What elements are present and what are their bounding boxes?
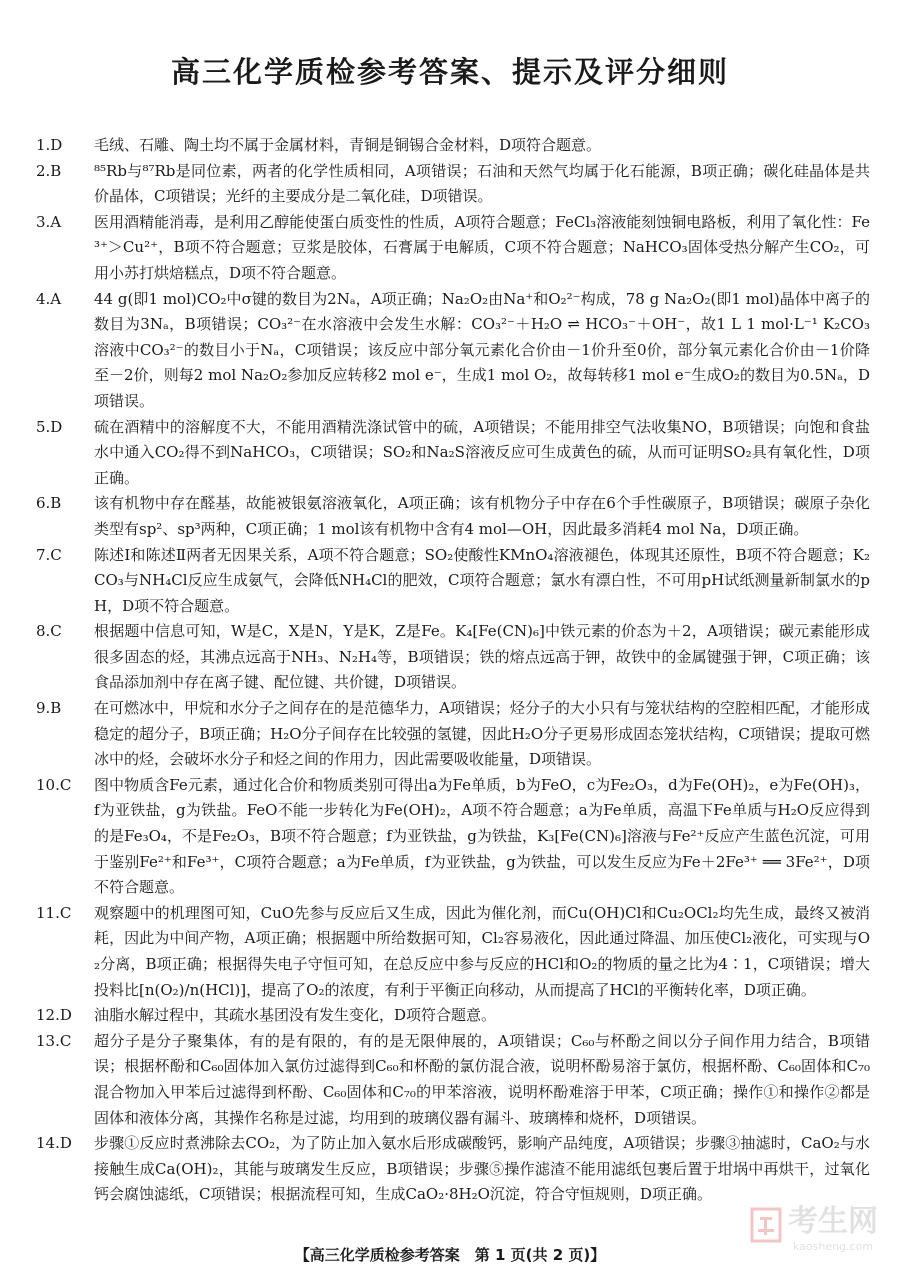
answer-number: 13.C <box>36 1031 72 1050</box>
answer-item <box>36 491 870 542</box>
answer-explanation: 陈述Ⅰ和陈述Ⅱ两者无因果关系，A项不符合题意；SO₂使酸性KMnO₄溶液褪色，体现其还原性，B项不符合题意；K₂CO₃与NH₄Cl反应生成氨气，会降低NH₄Cl的肥效，C项符合题意；氯水有漂白性，不可用pH试纸测量新制氯水的pH，D项不符合题意。 <box>94 545 870 615</box>
answer-number: 4.A <box>36 289 62 308</box>
answer-number: 5.D <box>36 417 63 436</box>
answer-item <box>36 543 870 620</box>
answer-explanation: 观察题中的机理图可知，CuO先参与反应后又生成，因此为催化剂，而Cu(OH)Cl和Cu₂OCl₂均先生成，最终又被消耗，因此为中间产物，A项正确；根据题中所给数据可知，Cl₂容易液化，因此通过降温、加压使Cl₂液化，可实现与O₂分离，B项正确；根据得失电子守恒可知，在总反应中参与反应的HCl和O₂的物质的量之比为4∶1，C项错误；增大投料比[n(O₂)/n(HCl)]，提高了O₂的浓度，有利于平衡正向移动，从而提高了HCl的平衡转化率，D项正确。 <box>94 903 870 999</box>
answer-explanation: 在可燃冰中，甲烷和水分子之间存在的是范德华力，A项错误；烃分子的大小只有与笼状结构的空腔相匹配，才能形成稳定的超分子，B项正确；H₂O分子间存在比较强的氢键，因此H₂O分子更易形成固态笼状结构，C项错误；提取可燃冰中的烃，会破坏水分子和烃之间的作用力，因此需要吸收能量，D项错误。 <box>94 699 870 769</box>
answer-explanation: 超分子是分子聚集体，有的是有限的，有的是无限伸展的，A项错误；C₆₀与杯酚之间以分子间作用力结合，B项错误；根据杯酚和C₆₀固体加入氯仿过滤得到C₆₀和杯酚的氯仿混合液，说明杯酚易溶于氯仿，根据杯酚、C₆₀固体和C₇₀混合物加入甲苯后过滤得到杯酚、C₆₀固体和C₇₀的甲苯溶液，说明杯酚难溶于甲苯，C项正确；操作①和操作②都是固体和液体分离，其操作名称是过滤，均用到的玻璃仪器有漏斗、玻璃棒和烧杯，D项错误。 <box>94 1031 870 1127</box>
answer-item <box>36 210 870 287</box>
answer-number: 1.D <box>36 136 63 154</box>
answer-explanation: 医用酒精能消毒，是利用乙醇能使蛋白质变性的性质，A项符合题意；FeCl₃溶液能刻蚀铜电路板，利用了氧化性：Fe³⁺＞Cu²⁺，B项不符合题意；豆浆是胶体，石膏属于电解质，C项不符合题意；NaHCO₃固体受热分解产生CO₂，可用小苏打烘焙糕点，D项不符合题意。 <box>94 212 870 282</box>
answer-explanation: 步骤①反应时煮沸除去CO₂，为了防止加入氨水后形成碳酸钙，影响产品纯度，A项错误；步骤③抽滤时，CaO₂与水接触生成Ca(OH)₂，其能与玻璃发生反应，B项错误；步骤⑤操作滤渣不能用滤纸包裹后置于坩埚中再烘干，过氧化钙会腐蚀滤纸，C项错误；根据流程可知，生成CaO₂·8H₂O沉淀，符合守恒规则，D项正确。 <box>94 1134 870 1204</box>
answer-number: 12.D <box>36 1006 72 1025</box>
answer-list <box>36 133 870 1208</box>
answer-item <box>36 1131 870 1208</box>
answer-number: 3.A <box>36 212 62 231</box>
answer-explanation: ⁸⁵Rb与⁸⁷Rb是同位素，两者的化学性质相同，A项错误；石油和天然气均属于化石能源，B项正确；碳化硅晶体是共价晶体，C项错误；光纤的主要成分是二氧化硅，D项错误。 <box>94 161 870 206</box>
answer-explanation: 该有机物中存在醛基，故能被银氨溶液氧化，A项正确；该有机物分子中存在6个手性碳原子，B项错误；碳原子杂化类型有sp²、sp³两种，C项正确；1 mol该有机物中含有4 mol—OH，因此最多消耗4 mol Na，D项正确。 <box>94 494 870 538</box>
answer-item <box>36 696 870 773</box>
watermark <box>750 1196 878 1253</box>
answer-explanation: 图中物质含Fe元素，通过化合价和物质类别可得出a为Fe单质，b为FeO，c为Fe₂O₃，d为Fe(OH)₂，e为Fe(OH)₃，f为亚铁盐，g为铁盐。FeO不能一步转化为Fe(OH)₂，A项不符合题意；a为Fe单质，高温下Fe单质与H₂O反应得到的是Fe₃O₄，不是Fe₂O₃，B项不符合题意；f为亚铁盐，g为铁盐，K₃[Fe(CN)₆]溶液与Fe²⁺反应产生蓝色沉淀，可用于鉴别Fe²⁺和Fe³⁺，C项符合题意；a为Fe单质，f为亚铁盐，g为铁盐，可以发生反应为Fe＋2Fe³⁺ ══ 3Fe²⁺，D项不符合题意。 <box>94 775 870 897</box>
answer-explanation: 油脂水解过程中，其疏水基团没有发生变化，D项符合题意。 <box>94 1006 497 1025</box>
answer-number: 2.B <box>36 161 62 180</box>
answer-item <box>36 619 870 696</box>
page-footer: 【高三化学质检参考答案 第 1 页(共 2 页)】 <box>294 1246 606 1264</box>
answer-item <box>36 901 870 1003</box>
watermark-logo-icon <box>750 1207 782 1243</box>
answer-number: 11.C <box>36 903 72 922</box>
answer-explanation: 根据题中信息可知，W是C，X是N，Y是K，Z是Fe。K₄[Fe(CN)₆]中铁元素的价态为＋2，A项错误；碳元素能形成很多固态的烃，其沸点远高于NH₃、N₂H₄等，B项错误；铁的熔点远高于钾，故铁中的金属键强于钾，C项正确；该食品添加剂中存在离子键、配位键、共价键，D项错误。 <box>94 622 870 692</box>
answer-item <box>36 133 870 159</box>
answer-item <box>36 159 870 210</box>
answer-number: 10.C <box>36 775 72 794</box>
answer-item <box>36 287 870 415</box>
page-title: 高三化学质检参考答案、提示及评分细则 <box>170 55 729 89</box>
answer-explanation: 硫在酒精中的溶解度不大，不能用酒精洗涤试管中的硫，A项错误；不能用排空气法收集NO，B项错误；向饱和食盐水中通入CO₂得不到NaHCO₃，C项错误；SO₂和Na₂S溶液反应可生成黄色的硫，从而可证明SO₂具有氧化性，D项正确。 <box>94 417 870 487</box>
watermark-url: kaosheng.com <box>792 1240 874 1253</box>
answer-item <box>36 415 870 492</box>
answer-number: 7.C <box>36 545 62 564</box>
answer-number: 14.D <box>36 1134 72 1153</box>
answer-item <box>36 1029 870 1131</box>
answer-number: 6.B <box>36 494 62 513</box>
answer-item <box>36 1003 870 1029</box>
answer-number: 9.B <box>36 699 62 718</box>
watermark-name: 考生网 <box>788 1204 878 1239</box>
answer-explanation: 44 g(即1 mol)CO₂中σ键的数目为2Nₐ，A项正确；Na₂O₂由Na⁺和O₂²⁻构成，78 g Na₂O₂(即1 mol)晶体中离子的数目为3Nₐ，B项错误；CO₃²⁻在水溶液中会发生水解：CO₃²⁻＋H₂O ⇌ HCO₃⁻＋OH⁻，故1 L 1 mol·L⁻¹ K₂CO₃溶液中CO₃²⁻的数目小于Nₐ，C项错误；该反应中部分氧元素化合价由－1价升至0价，部分氧元素化合价由－1价降至－2价，则每2 mol Na₂O₂参加反应转移2 mol e⁻，生成1 mol O₂，故每转移1 mol e⁻生成O₂的数目为0.5Nₐ，D项错误。 <box>94 289 870 410</box>
answer-item <box>36 773 870 901</box>
answer-explanation: 毛绒、石雕、陶土均不属于金属材料，青铜是铜锡合金材料，D项符合题意。 <box>94 136 602 154</box>
answer-number: 8.C <box>36 622 62 641</box>
